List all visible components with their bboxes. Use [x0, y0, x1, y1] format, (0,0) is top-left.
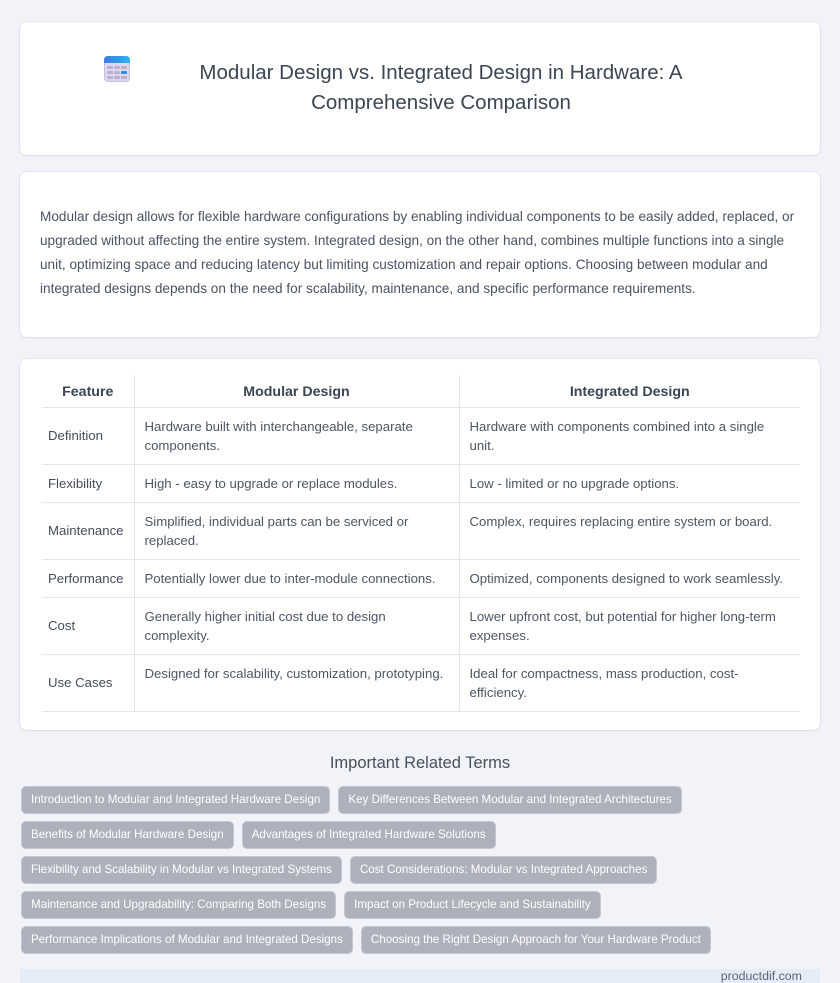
summary-paragraph: Modular design allows for flexible hardware configurations by enabling individual components to be easily added, replaced, or upgraded without affecting the entire system. Integrated design, on the other hand, combines multiple functions into a single unit, optimizing space and reducing latency but limiting customization and repair options. Choosing between modular and integrated designs depends on the need for scalability, maintenance, and specific performance requirements. [40, 209, 795, 297]
cell-integrated: Complex, requires replacing entire system or board. [459, 502, 800, 559]
table-row [42, 502, 800, 559]
calendar-icon [104, 56, 130, 82]
related-term-tag[interactable]: Flexibility and Scalability in Modular vs Integrated Systems [22, 857, 341, 883]
cell-integrated: Lower upfront cost, but potential for higher long-term expenses. [459, 597, 800, 654]
cell-integrated: Ideal for compactness, mass production, cost-efficiency. [459, 654, 800, 711]
column-header-integrated: Integrated Design [459, 375, 800, 408]
footer-bar [20, 969, 820, 983]
calendar-icon-header [104, 56, 130, 63]
table-row [42, 654, 800, 711]
cell-integrated: Hardware with components combined into a single unit. [459, 407, 800, 464]
related-term-tag[interactable]: Key Differences Between Modular and Integrated Architectures [339, 787, 680, 813]
table-body [42, 407, 800, 711]
footer-site-name: productdif.com [720, 968, 802, 983]
title-card [20, 22, 820, 155]
cell-modular: Generally higher initial cost due to design complexity. [134, 597, 459, 654]
calendar-icon-grid [107, 66, 127, 79]
related-term-tag[interactable]: Impact on Product Lifecycle and Sustainability [345, 892, 600, 918]
related-term-tag[interactable]: Benefits of Modular Hardware Design [22, 822, 233, 848]
table-header [42, 375, 800, 408]
cell-modular: Potentially lower due to inter-module connections. [134, 559, 459, 597]
summary-card [20, 172, 820, 336]
cell-feature: Performance [42, 559, 134, 597]
cell-modular: Hardware built with interchangeable, separate components. [134, 407, 459, 464]
column-header-feature: Feature [42, 375, 134, 408]
cell-feature: Use Cases [42, 654, 134, 711]
cell-modular: Simplified, individual parts can be serviced or replaced. [134, 502, 459, 559]
related-term-tag[interactable]: Advantages of Integrated Hardware Solutions [243, 822, 495, 848]
related-term-tag[interactable]: Performance Implications of Modular and Integrated Designs [22, 927, 352, 953]
table-row [42, 407, 800, 464]
cell-modular: Designed for scalability, customization, prototyping. [134, 654, 459, 711]
cell-feature: Cost [42, 597, 134, 654]
table-row [42, 464, 800, 502]
cell-integrated: Optimized, components designed to work seamlessly. [459, 559, 800, 597]
related-term-tag[interactable]: Introduction to Modular and Integrated Hardware Design [22, 787, 329, 813]
table-header-row [42, 375, 800, 408]
cell-integrated: Low - limited or no upgrade options. [459, 464, 800, 502]
related-term-tag[interactable]: Choosing the Right Design Approach for Your Hardware Product [362, 927, 710, 953]
related-term-tag[interactable]: Cost Considerations: Modular vs Integrated Approaches [351, 857, 656, 883]
related-terms-heading: Important Related Terms [329, 753, 511, 772]
related-terms-section [20, 750, 820, 953]
cell-feature: Maintenance [42, 502, 134, 559]
cell-modular: High - easy to upgrade or replace modules. [134, 464, 459, 502]
cell-feature: Definition [42, 407, 134, 464]
comparison-table [42, 375, 800, 712]
related-term-tag[interactable]: Maintenance and Upgradability: Comparing Both Designs [22, 892, 335, 918]
table-row [42, 559, 800, 597]
cell-feature: Flexibility [42, 464, 134, 502]
comparison-table-card [20, 359, 820, 730]
table-row [42, 597, 800, 654]
related-terms-tag-list [20, 787, 820, 953]
column-header-modular: Modular Design [134, 375, 459, 408]
page-title: Modular Design vs. Integrated Design in Hardware: A Comprehensive Comparison [199, 60, 683, 114]
